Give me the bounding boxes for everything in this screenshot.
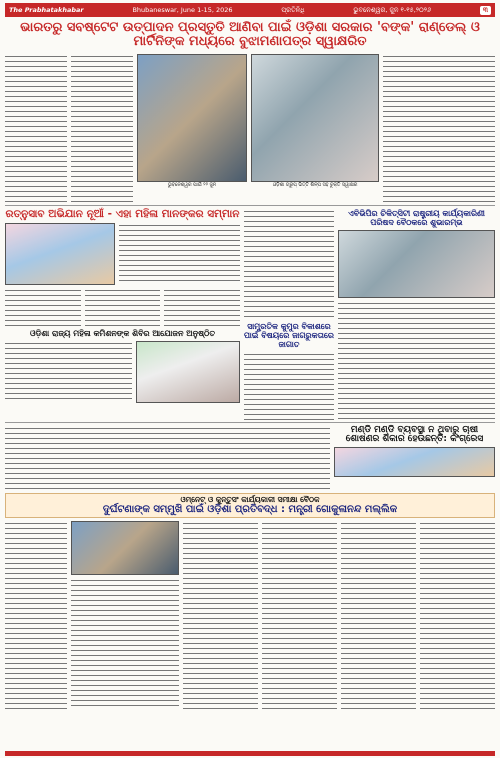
top-story-headline: ଭାରତରୁ ସବଷ୍ଟେଟ ଉତ୍ପାଦନ ପ୍ରସ୍ତୁତି ଆଣିବା ପାଇଁ ଓଡ଼ିଶା ସରକାର 'ବଙ୍କ' ରାଣ୍ଡେଲ୍ ଓ ମାର୍ଟିନିଙ୍କ ମଧ୍ୟରେ ବୁଝାମଣାପତ୍ର ସ୍ୱାକ୍ଷରିତ [20, 20, 480, 50]
section-label: ପ୍ରତିନିଧି [281, 5, 305, 14]
story4 [244, 209, 334, 419]
footer-rule [5, 751, 495, 756]
top-story-photo-block-2 [251, 54, 379, 202]
photo1-caption: ଭୁବନେଶ୍ୱର ପାଇଁ ୨୨ ଜୁନ [167, 182, 217, 188]
dateline: Bhubaneswar, June 1-15, 2026 [132, 6, 233, 14]
story6-body [5, 521, 495, 711]
top-story-body [5, 54, 495, 202]
page-number: ୩ [480, 6, 491, 15]
story3-headline: ଏବିଭିପିର ଚିକିତ୍ସିଟୀ ରାଷ୍ଟ୍ରୀୟ କାର୍ଯ୍ୟକାରିଣୀ ପରିଷଦ ବୈଠକରେ ଶୁଭାରମ୍ଭ [348, 208, 485, 227]
story5-headline: ମଣ୍ଡି ମଣ୍ଡି ବ୍ୟବସ୍ଥା ନ ଥିବାରୁ ଚାଷୀ ଶୋଷଣର ଶିକାର ହେଉଛନ୍ତି: କଂଗ୍ରେସ [345, 424, 484, 445]
story3-photo [338, 230, 495, 298]
story6-banner [5, 493, 495, 519]
story2-photo [5, 223, 115, 285]
story5 [334, 426, 495, 490]
story3 [338, 209, 495, 419]
top-story-text-col-2 [71, 54, 133, 202]
top-story-text-col-3 [383, 54, 495, 202]
paper-name: The Prabhatakhabar [9, 6, 84, 14]
story2-headline: ରତ୍ନୁସାବ ଅଭିଯାନ ନୂଆଁ - ଏହା ମହିଳା ମାନଙ୍କର ସମ୍ମାନ [5, 207, 240, 220]
top-story-photo-block-1 [137, 54, 247, 202]
signing-photo-2 [251, 54, 379, 182]
story2 [5, 209, 240, 419]
odia-date: ଭୁବନେଶ୍ୱର, ଜୁନ ୧-୧୫,୨୦୨୬ [353, 5, 432, 14]
story5-photo [334, 447, 495, 477]
masthead [5, 3, 495, 17]
signing-photo-1 [137, 54, 247, 182]
photo2-caption: ଓଡ଼ିଶା ଗ୍ରୁପ୍ ଭିତ୍ତି ଶିଳ୍ପ ସହ ଚୁକ୍ତି ସ୍ୱାକ୍ଷର [272, 182, 358, 188]
story2-subhead: ଓଡ଼ିଶା ରାଜ୍ୟ ମହିଳା କମିଶନଙ୍କ ଶିବିର ଆଯୋଜନ ଅନୁଷ୍ଠିତ [29, 329, 216, 339]
story2-photo-2 [136, 341, 240, 403]
story6-headline: ଦୁର୍ଘଟଣାଙ୍କ ସମ୍ମୁଖି ପାଇଁ ଓଡ଼ିଶା ପ୍ରତିବଦ୍ଧ : ମନ୍ତ୍ରୀ ଗୋକୁଳାନନ୍ଦ ମଲ୍ଲିକ [102, 504, 398, 516]
story6-photo [71, 521, 179, 575]
wide-text-block [5, 426, 330, 490]
story6-tag: ଓମ୍ନେଟ୍ ଓ କୁନ୍ତୁସଂ କାର୍ଯ୍ୟକାଳୀ ସମୀକ୍ଷା ବୈଠକ [180, 494, 320, 504]
story4-headline: ସାମ୍ପ୍ରତିକ କୁମୁର ବିକାଶରେ ପାଇଁ ବିଷୟରେ ଜାଗରୁକତାରେ ଜାଗାତ [244, 321, 334, 349]
top-story-text-col-1 [5, 54, 67, 202]
